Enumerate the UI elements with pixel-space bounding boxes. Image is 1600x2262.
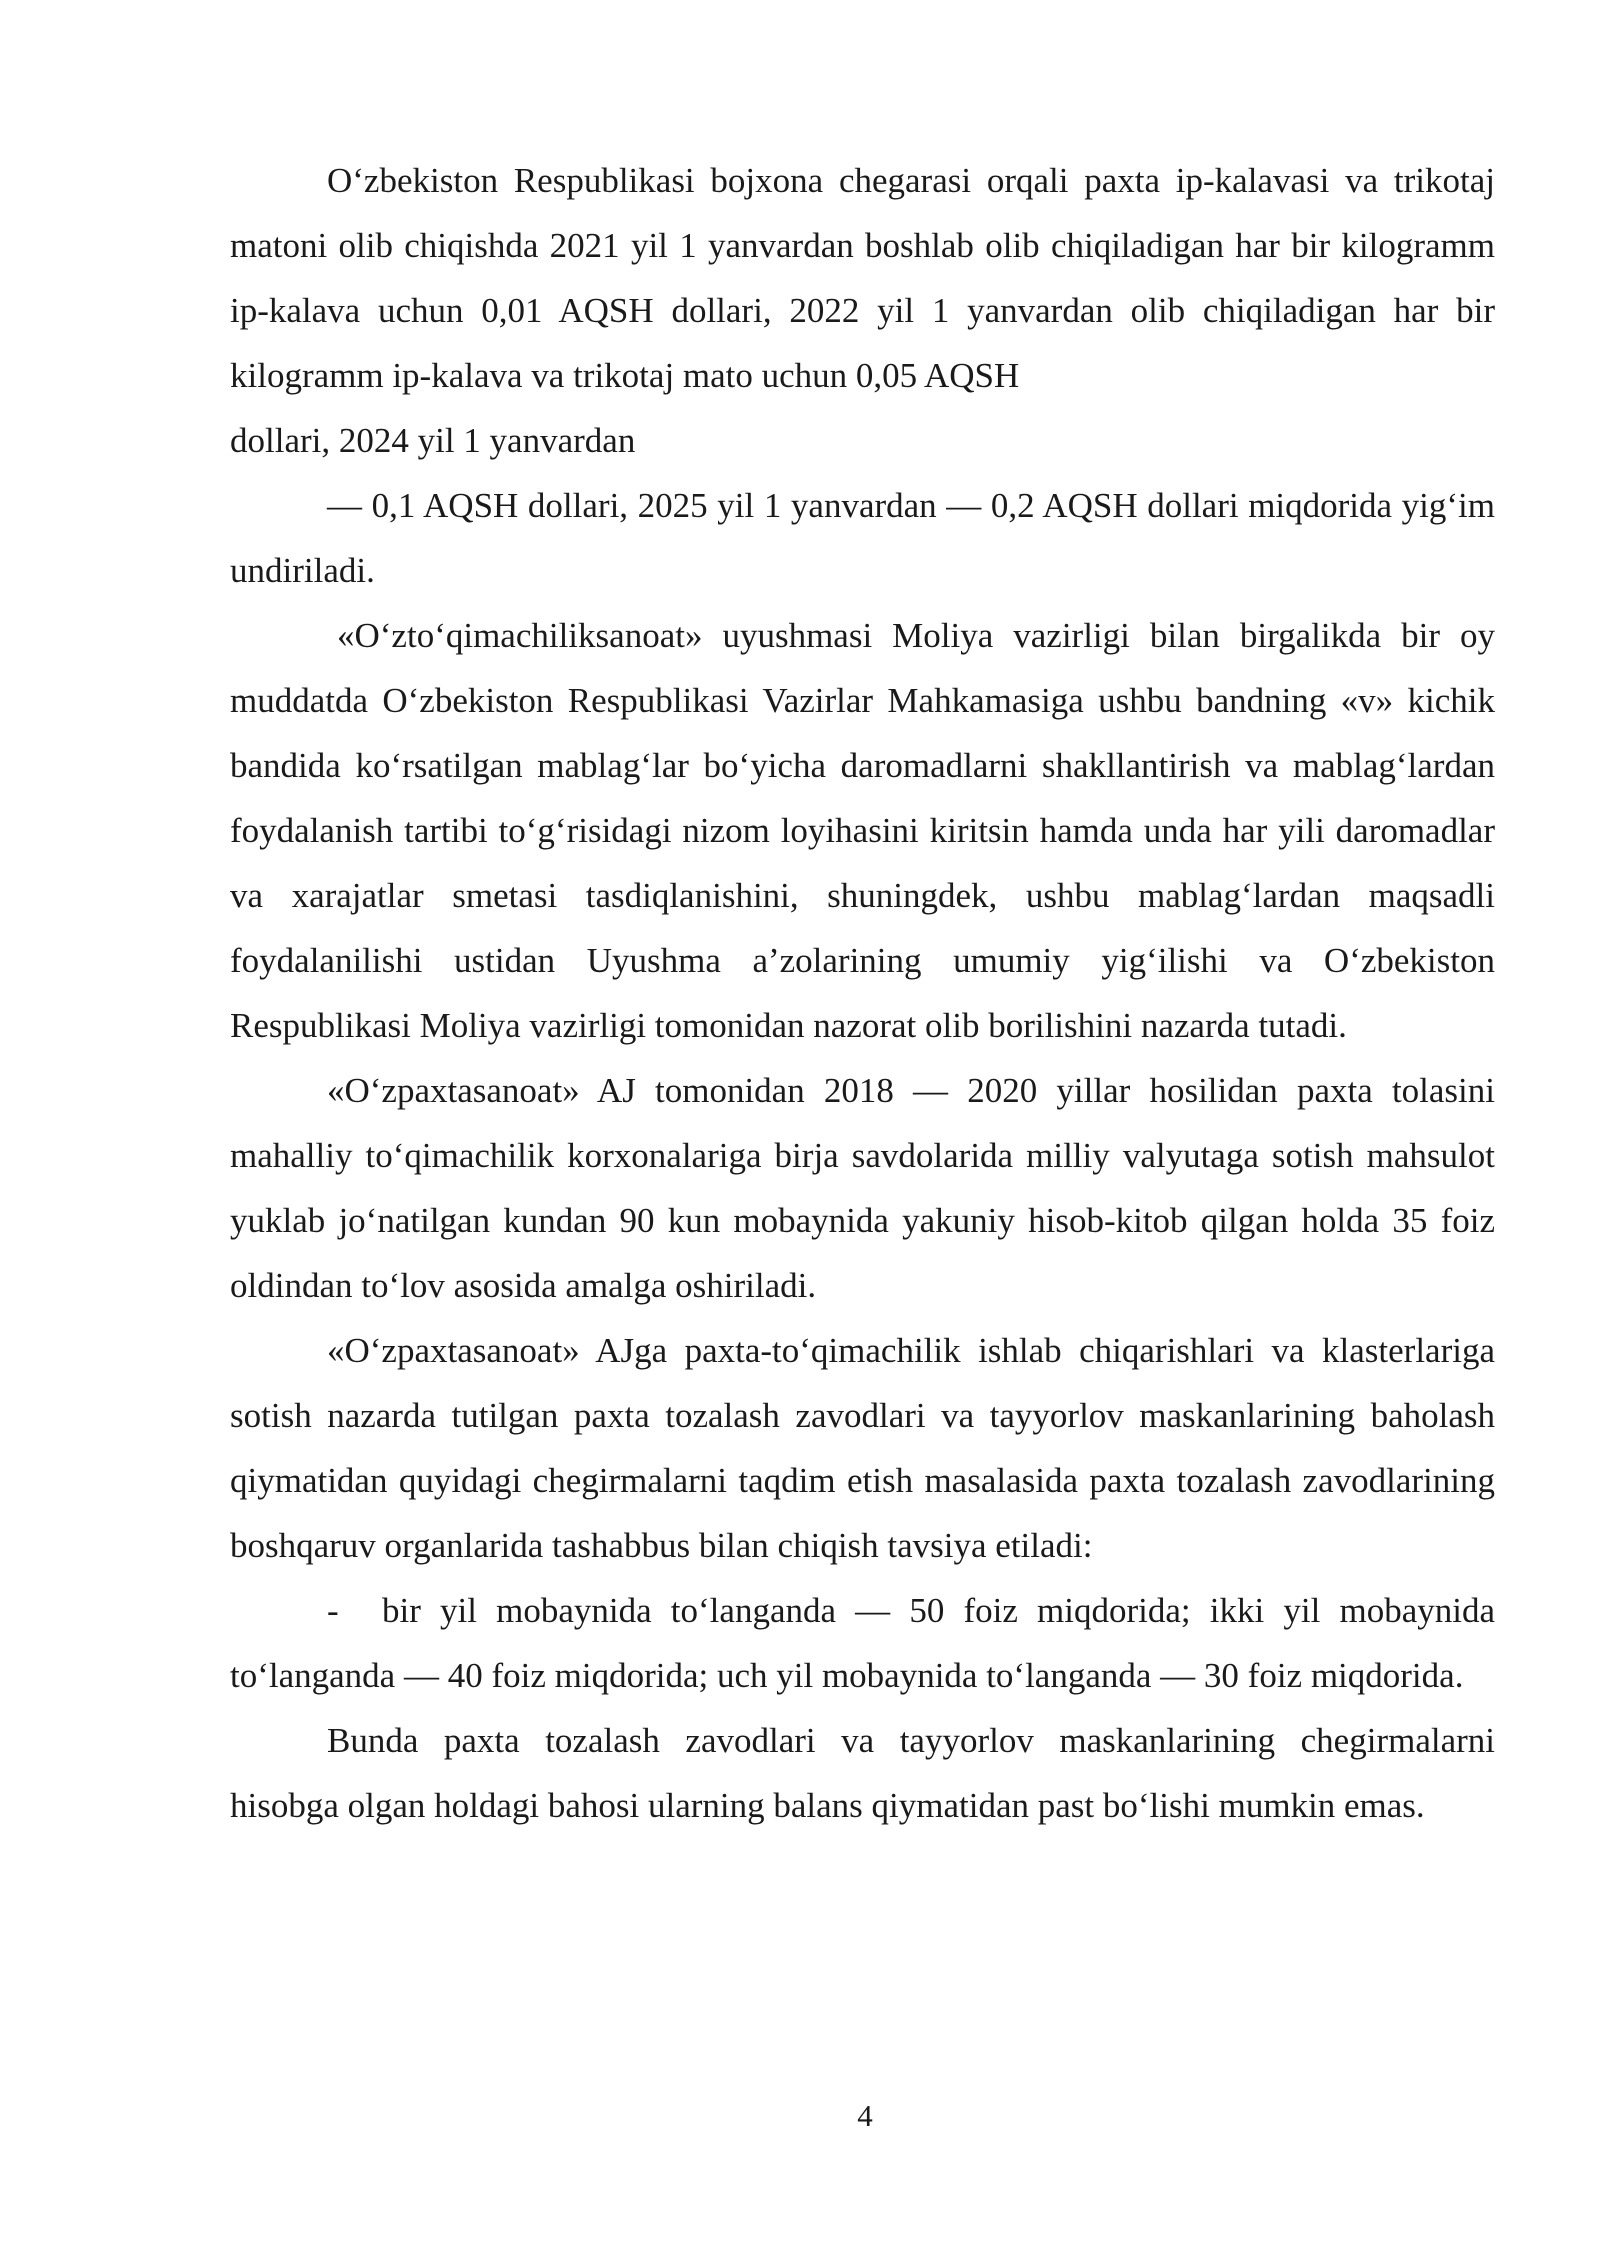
list-item-text: bir yil mobaynida to‘langanda — 50 foiz miqdorida; ikki yil mobaynida to‘langanda — 40 foiz miqdorida; uch yil mobaynida to‘langanda — 30 foiz miqdorida.	[230, 1591, 1495, 1695]
paragraph-text: «O‘zto‘qimachiliksanoat» uyushmasi Moliya vazirligi bilan birgalikda bir oy muddatda O‘zbekiston Respublikasi Vazirlar Mahkamasiga ushbu bandning «v» kichik bandida ko‘rsatilgan mablag‘lar bo‘yicha daromadlarni shakllantirish va mablag‘lardan foydalanish tartibi to‘g‘risidagi nizom loyihasini kiritsin hamda unda har yili daromadlar va xarajatlar smetasi tasdiqlanishini, shuningdek, ushbu mablag‘lardan maqsadli foydalanilishi ustidan Uyushma a’zolarining umumiy yig‘ilishi va O‘zbekiston Respublikasi Moliya vazirligi tomonidan nazorat olib borilishini nazarda tutadi.	[230, 616, 1495, 1045]
paragraph-text: O‘zbekiston Respublikasi bojxona chegarasi orqali paxta ip-kalavasi va trikotaj matoni olib chiqishda 2021 yil 1 yanvardan boshlab olib chiqiladigan har bir kilogramm ip-kalava uchun 0,01 AQSH dollari, 2022 yil 1 yanvardan olib chiqiladigan har bir kilogramm ip-kalava va trikotaj mato uchun 0,05 AQSH	[230, 161, 1495, 395]
paragraph-fee-continuation	[230, 473, 1495, 603]
list-dash-marker: -	[327, 1591, 339, 1630]
paragraph-discount-recommendation	[230, 1318, 1495, 1578]
paragraph-text: «O‘zpaxtasanoat» AJ tomonidan 2018 — 2020 yillar hosilidan paxta tolasini mahalliy to‘qimachilik korxonalariga birja savdolarida milliy valyutaga sotish mahsulot yuklab jo‘natilgan kundan 90 kun mobaynida yakuniy hisob-kitob qilgan holda 35 foiz oldindan to‘lov asosida amalga oshiriladi.	[230, 1071, 1495, 1305]
paragraph-text: — 0,1 AQSH dollari, 2025 yil 1 yanvardan — 0,2 AQSH dollari miqdorida yig‘im undiriladi.	[230, 486, 1495, 590]
paragraph-balance-value-limit	[230, 1708, 1495, 1838]
paragraph-association-regulation	[230, 603, 1495, 1058]
page-number: 4	[857, 2098, 873, 2133]
paragraph-text: «O‘zpaxtasanoat» AJga paxta-to‘qimachilik ishlab chiqarishlari va klasterlariga sotish nazarda tutilgan paxta tozalash zavodlari va tayyorlov maskanlarining baholash qiymatidan quyidagi chegirmalarni taqdim etish masalasida paxta tozalash zavodlarining boshqaruv organlarida tashabbus bilan chiqish tavsiya etiladi:	[230, 1331, 1495, 1565]
paragraph-cotton-fiber-sales	[230, 1058, 1495, 1318]
document-body	[230, 148, 1495, 1838]
paragraph-last-line: dollari, 2024 yil 1 yanvardan	[230, 421, 636, 460]
list-item-discount-rates	[230, 1578, 1495, 1708]
paragraph-text: Bunda paxta tozalash zavodlari va tayyorlov maskanlarining chegirmalarni hisobga olgan holdagi bahosi ularning balans qiymatidan past bo‘lishi mumkin emas.	[230, 1721, 1495, 1825]
paragraph-export-fee	[230, 148, 1495, 473]
